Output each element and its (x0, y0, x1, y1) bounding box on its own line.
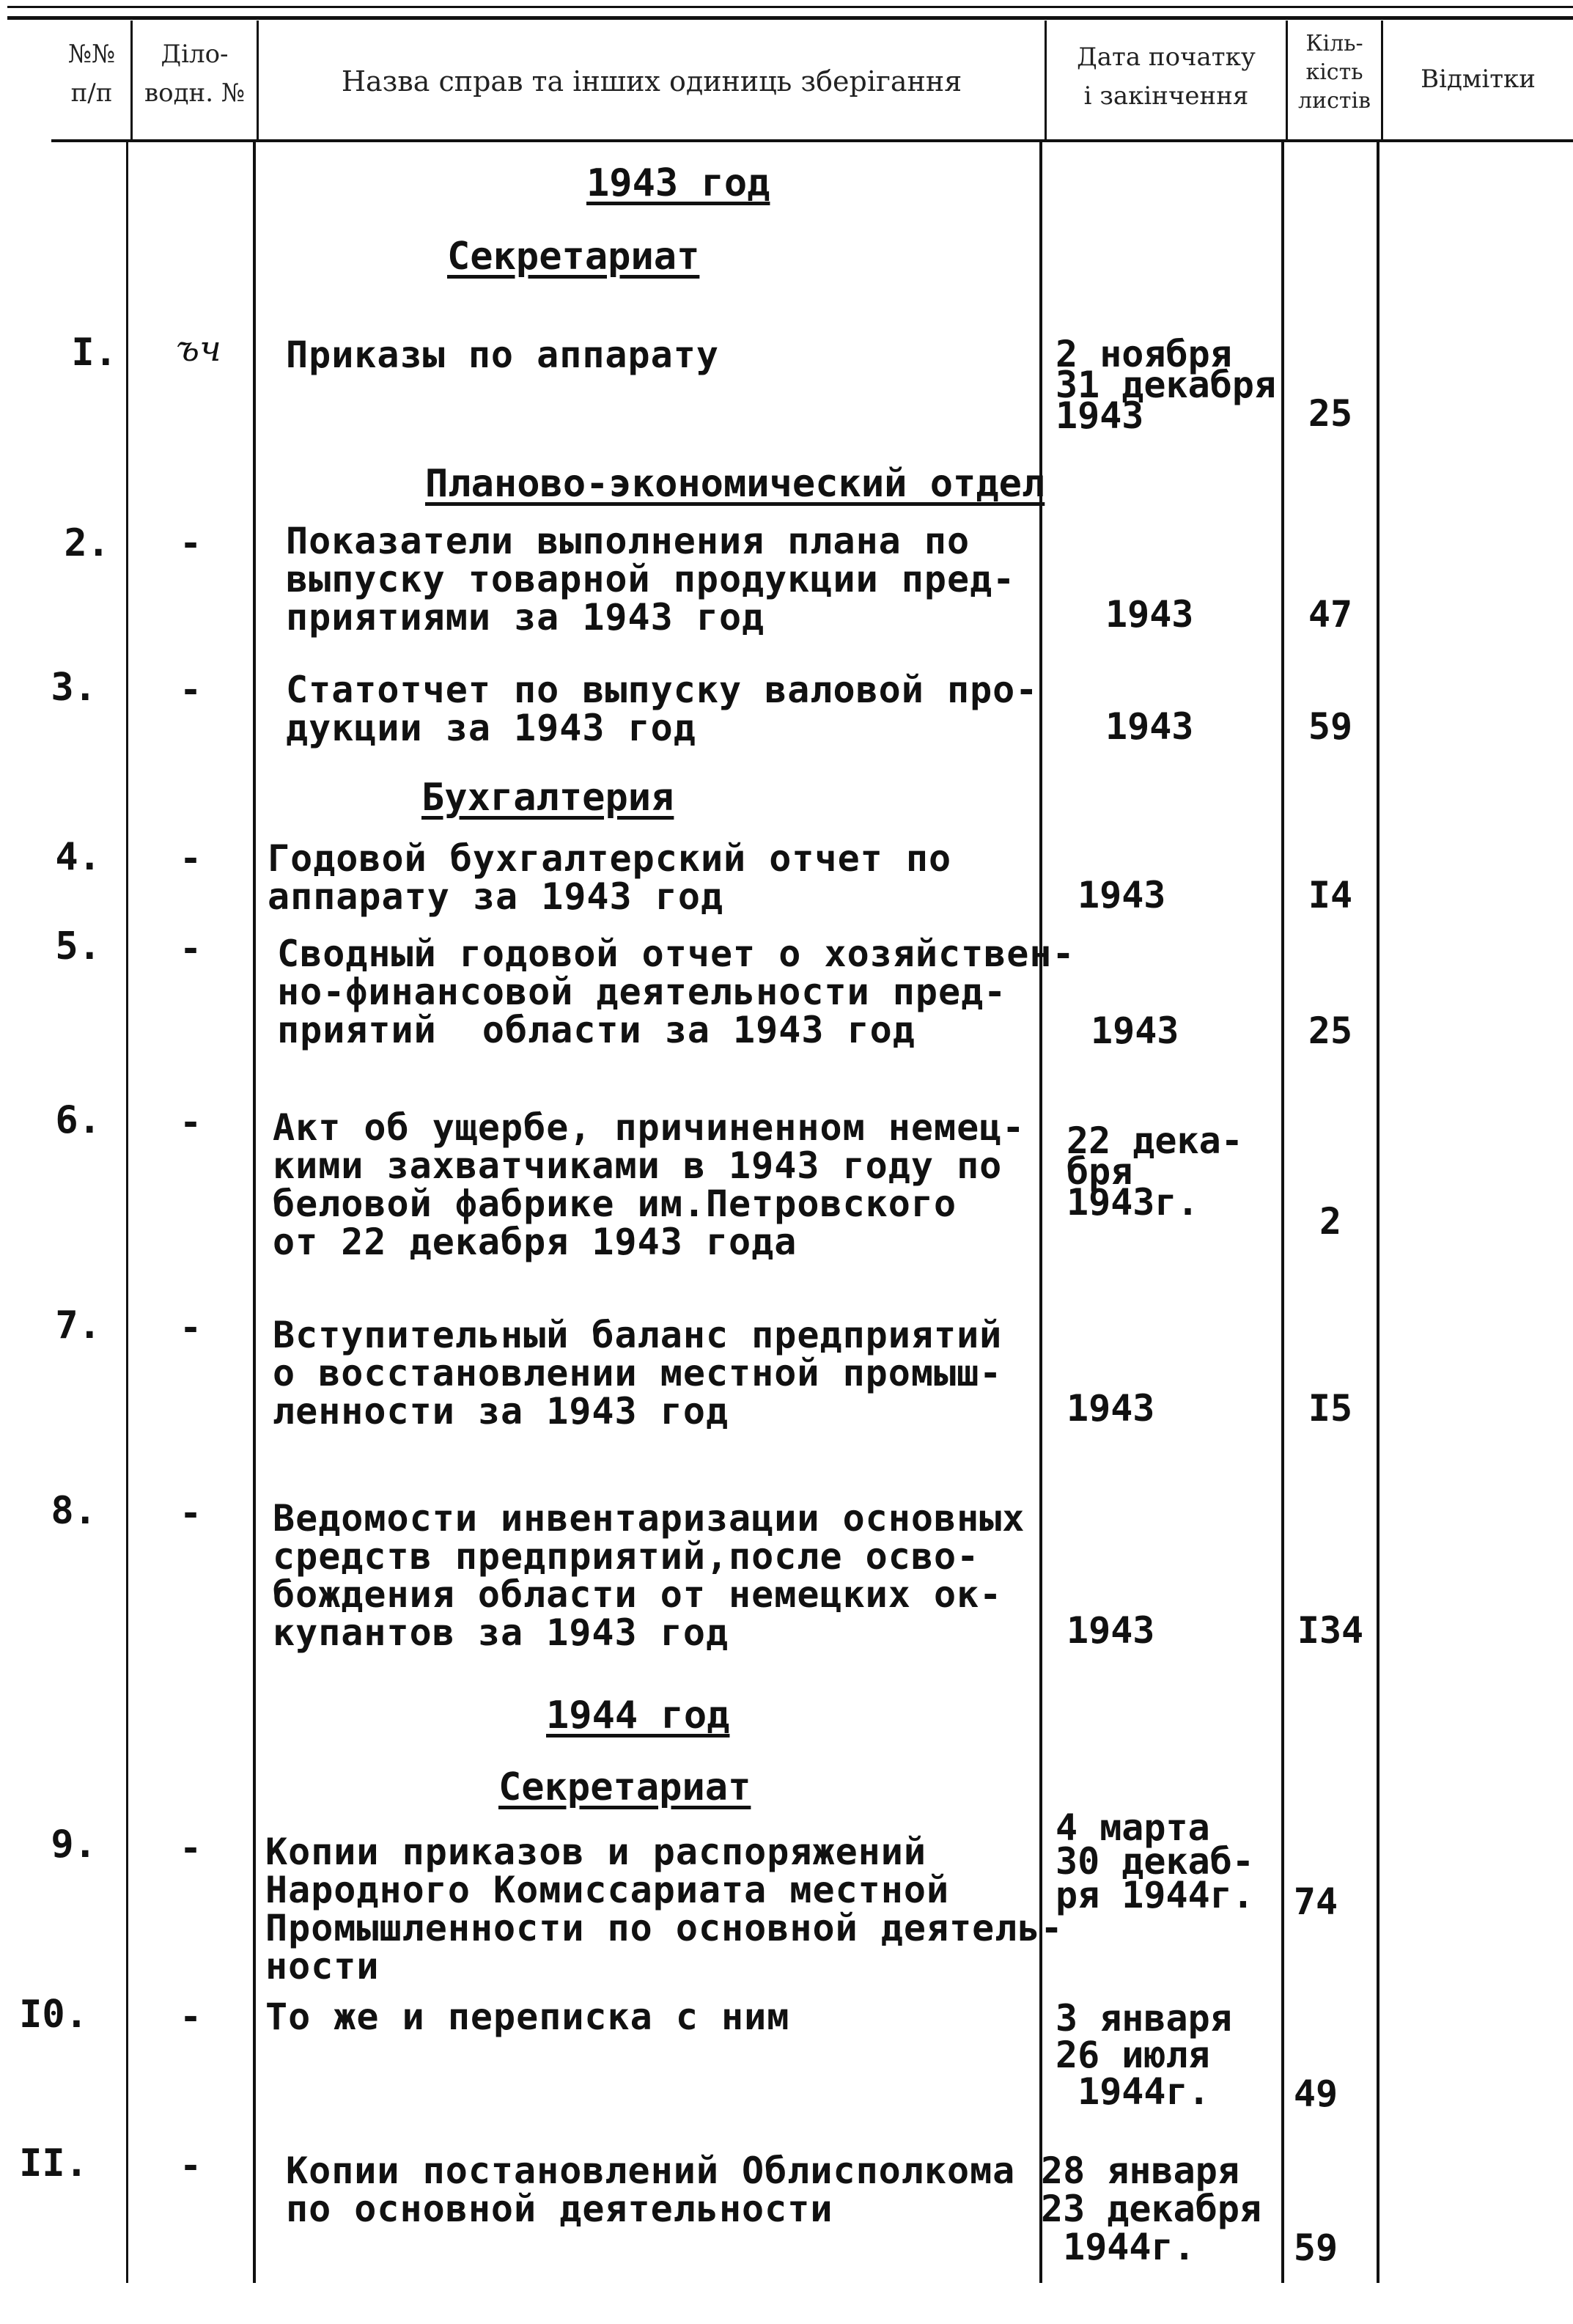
row-number: I. (71, 331, 117, 375)
row-title: Приказы по аппарату (286, 334, 719, 376)
row-number: 9. (51, 1823, 97, 1867)
row-sheets: I5 (1308, 1387, 1353, 1430)
row-dates: 4 марта 30 декаб- ря 1944г. (1056, 1806, 1254, 1916)
row-office-number: - (179, 1306, 202, 1349)
row-title: Вступительный баланс предприятий о восстановлении местной промыш- ленности за 1943 год (273, 1314, 1003, 1433)
section-secretariat-1943: Секретариат (447, 235, 700, 279)
row-title: Копии приказов и распоряжений Народного Комиссариата местной Промышленности по основной деятель- ности (265, 1831, 1064, 1987)
row-office-number: - (179, 1492, 202, 1534)
row-title: Копии постановлений Облисполкома по основной деятельности (286, 2150, 1016, 2230)
row-number: I0. (19, 1993, 88, 2037)
section-planning-department: Планово-экономический отдел (425, 462, 1045, 506)
row-number: 8. (51, 1489, 97, 1533)
top-rule-thin (7, 6, 1573, 8)
row-sheets: 49 (1293, 2073, 1338, 2115)
row-office-number: - (179, 669, 202, 711)
row-dates: 22 дека- бря 1943г. (1067, 1119, 1243, 1224)
row-sheets: 59 (1293, 2226, 1338, 2269)
row-number: 3. (51, 666, 97, 710)
row-office-number: - (179, 1827, 202, 1869)
row-dates: 1943 (1105, 705, 1194, 748)
top-rule-thick (7, 16, 1573, 20)
row-office-number: ъч (176, 328, 221, 369)
row-dates: 2 ноября 31 декабря 1943 (1056, 333, 1277, 437)
row-sheets: 25 (1308, 1010, 1353, 1052)
row-title: Статотчет по выпуску валовой про- дукции за 1943 год (286, 669, 1039, 749)
row-title: Ведомости инвентаризации основных средств предприятий,после осво- бождения области от немецких ок- купантов за 1943 год (273, 1497, 1025, 1654)
header-col-dates: Дата початку і закінчення (1077, 43, 1256, 111)
header-bottom-rule (51, 139, 1573, 142)
row-dates: 28 января 23 декабря 1944г. (1041, 2150, 1262, 2268)
row-office-number: - (179, 837, 202, 880)
row-dates: 3 января 26 июля 1944г. (1056, 1997, 1232, 2113)
row-number: II. (19, 2141, 88, 2185)
body-col-line-1 (126, 142, 128, 2283)
row-sheets: 47 (1308, 593, 1353, 636)
section-secretariat-1944: Секретариат (498, 1765, 751, 1809)
row-title: То же и переписка с ним (265, 1996, 790, 2038)
row-dates: 1943 (1105, 593, 1194, 636)
row-title: Годовой бухгалтерский отчет по аппарату за 1943 год (268, 837, 952, 918)
row-office-number: - (179, 1101, 202, 1144)
row-sheets: I34 (1297, 1609, 1364, 1652)
row-sheets: 59 (1308, 705, 1353, 748)
row-number: 4. (55, 835, 101, 879)
header-col-title: Назва справ та інших одиниць зберігання (341, 65, 962, 98)
row-number: 2. (64, 521, 110, 565)
row-dates: 1943 (1077, 874, 1166, 916)
body-col-line-2 (253, 142, 256, 2283)
section-accounting: Бухгалтерия (421, 776, 674, 820)
row-number: 7. (55, 1303, 101, 1347)
row-sheets: I4 (1308, 874, 1353, 916)
row-title: Показатели выполнения плана по выпуску товарной продукции пред- приятиями за 1943 год (286, 520, 1016, 639)
row-dates: 1943 (1067, 1609, 1155, 1652)
row-sheets: 2 (1319, 1200, 1342, 1243)
row-sheets: 25 (1308, 392, 1353, 435)
header-col-office-number: Діло- водн. № (144, 40, 245, 108)
header-col-number: №№ п/п (67, 40, 116, 108)
row-office-number: - (179, 927, 202, 970)
header-col-notes: Відмітки (1421, 65, 1536, 94)
row-number: 6. (55, 1098, 101, 1142)
row-dates: 1943 (1067, 1387, 1155, 1430)
row-office-number: - (179, 522, 202, 565)
section-year-1943: 1943 год (586, 161, 770, 205)
row-sheets: 74 (1293, 1880, 1338, 1923)
header-col-sheets: Кіль- кість листів (1298, 31, 1371, 114)
row-title: Акт об ущербе, причиненном немец- кими захватчиками в 1943 году по беловой фабрике им.Петровского от 22 декабря 1943 года (273, 1106, 1025, 1263)
row-number: 5. (55, 924, 101, 968)
row-dates: 1943 (1091, 1010, 1179, 1052)
section-year-1944: 1944 год (546, 1694, 730, 1738)
row-office-number: - (179, 1996, 202, 2038)
row-office-number: - (179, 2144, 202, 2187)
row-title: Сводный годовой отчет о хозяйствен- но-финансовой деятельности пред- приятий области за 1943 год (277, 933, 1075, 1051)
